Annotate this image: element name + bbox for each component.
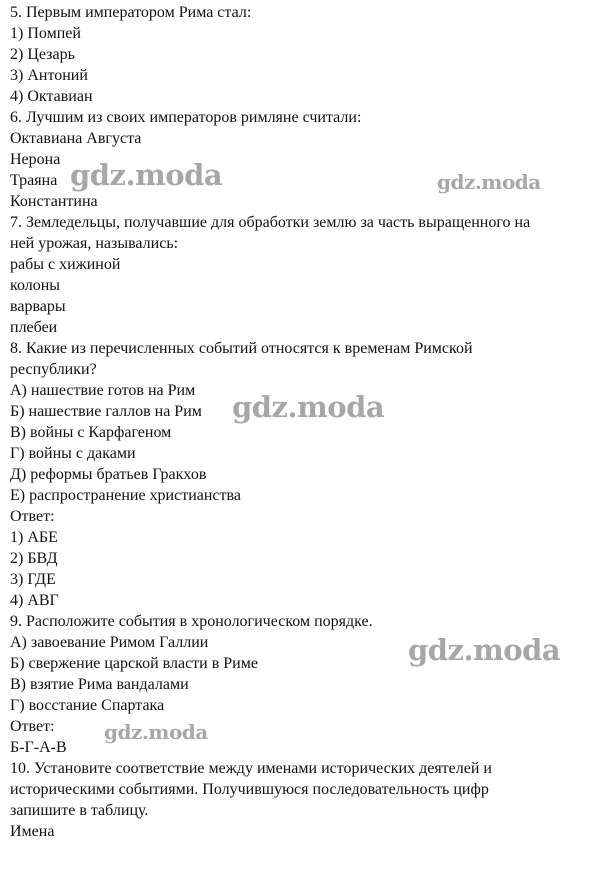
q10-names-heading: Имена xyxy=(10,823,55,840)
q6-option-1: Октавиана Августа xyxy=(10,130,142,147)
watermark-logo: gdz.moda xyxy=(104,720,208,744)
q6-option-2: Нерона xyxy=(10,151,61,168)
q9-event-g: Г) восстание Спартака xyxy=(10,697,165,714)
q5-option-2: 2) Цезарь xyxy=(10,46,75,63)
q5-option-4: 4) Октавиан xyxy=(10,88,93,105)
question-7-text-line-1: 7. Земледельцы, получавшие для обработки землю за часть выращенного на xyxy=(10,214,531,231)
q8-answer-option-1: 1) АБЕ xyxy=(10,529,58,546)
watermark-logo: gdz.moda xyxy=(437,170,541,194)
q8-answer-label: Ответ: xyxy=(10,508,55,525)
q8-answer-option-3: 3) ГДЕ xyxy=(10,571,56,588)
q9-answer-label: Ответ: xyxy=(10,718,55,735)
q7-option-4: плебеи xyxy=(10,319,58,336)
q7-option-1: рабы с хижиной xyxy=(10,256,121,273)
q8-answer-option-4: 4) АВГ xyxy=(10,592,59,609)
question-6-text: 6. Лучшим из своих императоров римляне считали: xyxy=(10,109,362,126)
q9-answer-value: Б-Г-А-В xyxy=(10,739,67,756)
q6-option-4: Константина xyxy=(10,193,98,210)
q7-option-3: варвары xyxy=(10,298,66,315)
q8-answer-option-2: 2) БВД xyxy=(10,550,58,567)
q5-option-1: 1) Помпей xyxy=(10,25,81,42)
q5-option-3: 3) Антоний xyxy=(10,67,88,84)
q8-event-e: Е) распространение христианства xyxy=(10,487,241,504)
q8-event-b: Б) нашествие галлов на Рим xyxy=(10,403,202,420)
watermark-logo: gdz.moda xyxy=(70,158,223,192)
q8-event-d: Д) реформы братьев Гракхов xyxy=(10,466,207,483)
q8-event-v: В) войны с Карфагеном xyxy=(10,424,172,441)
question-9-text: 9. Расположите события в хронологическом порядке. xyxy=(10,613,373,630)
q9-event-b: Б) свержение царской власти в Риме xyxy=(10,655,258,672)
question-10-text-line-3: запишите в таблицу. xyxy=(10,802,149,819)
question-8-text-line-2: республики? xyxy=(10,361,97,378)
question-5-text: 5. Первым императором Рима стал: xyxy=(10,4,252,21)
question-10-text-line-2: историческими событиями. Получившуюся последовательность цифр xyxy=(10,781,489,798)
question-8-text-line-1: 8. Какие из перечисленных событий относятся к временам Римской xyxy=(10,340,473,357)
q8-event-g: Г) войны с даками xyxy=(10,445,136,462)
q7-option-2: колоны xyxy=(10,277,61,294)
question-7-text-line-2: ней урожая, назывались: xyxy=(10,235,179,252)
q9-event-a: А) завоевание Римом Галлии xyxy=(10,634,209,651)
q9-event-v: В) взятие Рима вандалами xyxy=(10,676,189,693)
q8-event-a: А) нашествие готов на Рим xyxy=(10,382,196,399)
watermark-logo: gdz.moda xyxy=(408,633,561,667)
q6-option-3: Траяна xyxy=(10,172,58,189)
question-10-text-line-1: 10. Установите соответствие между именами исторических деятелей и xyxy=(10,760,492,777)
watermark-logo: gdz.moda xyxy=(232,390,385,424)
